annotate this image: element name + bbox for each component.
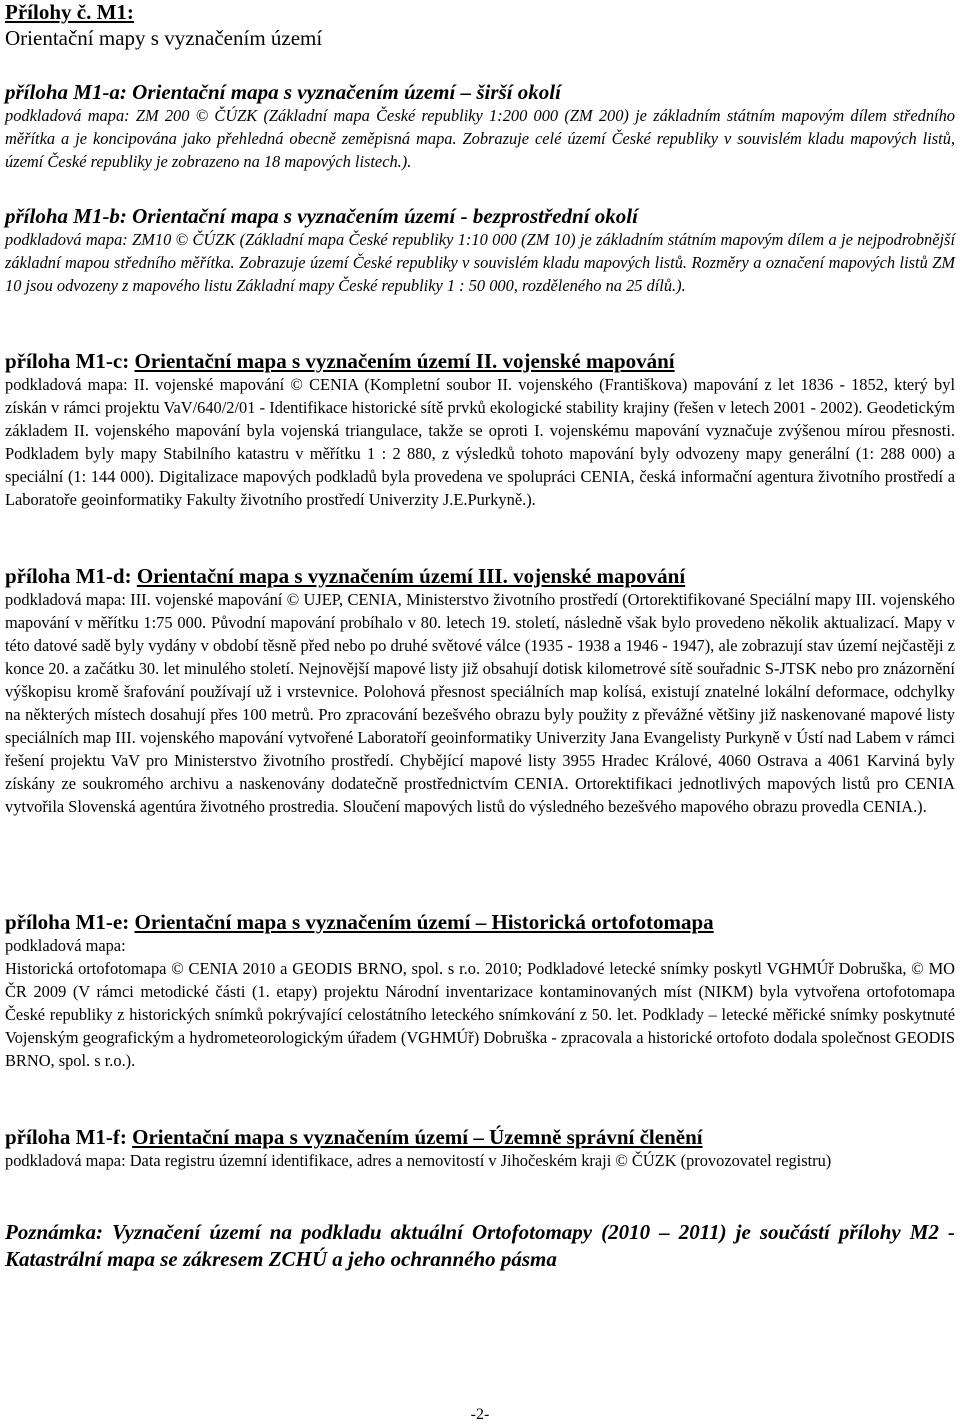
section-heading-rest: Orientační mapa s vyznačením území – Územně správní členění — [132, 1125, 703, 1149]
section-body-normal: Zobrazuje území České republiky v souvislém kladu mapových listů. Rozměry a označení mapových listů ZM 10 jsou odvozeny z mapového listu Základní mapy České republiky 1 : 50 000, rozděleného na 25 dílů.). — [5, 253, 955, 295]
section-m1a — [5, 80, 955, 173]
page-subtitle: Orientační mapy s vyznačením území — [5, 26, 323, 50]
section-body: podkladová mapa: Data registru územní identifikace, adres a nemovitostí v Jihočeském kraji © ČÚZK (provozovatel registru) — [5, 1151, 832, 1170]
section-heading — [5, 349, 955, 373]
section-heading-lead: příloha M1-c: — [5, 349, 135, 373]
section-heading: příloha M1-a: Orientační mapa s vyznačením území – širší okolí — [5, 80, 561, 104]
section-heading — [5, 564, 955, 588]
section-m1e — [5, 910, 955, 1072]
section-body: podkladová mapa: III. vojenské mapování © UJEP, CENIA, Ministerstvo životního prostředí (Ortorektifikované Speciální mapy III. vojenského mapování v měřítku 1:75 000. Původní mapování probíhalo v 80. letech 19. století, následně však bylo provedeno několik aktualizací. Mapy v této datové sadě byly vydány v období těsně před nebo po druhé světové válce (1935 - 1938 a 1946 - 1947), ale zobrazují stav území nejčastěji z konce 20. a začátku 30. let minulého století. Nejnovější mapové listy již obsahují dotisk kilometrové sítě souřadnic S-JTSK nebo pro znázornění výškopisu kromě šrafování používají už i vrstevnice. Polohová přesnost speciálních map kolísá, existují znatelné lokální deformace, odchylky na některých místech dosahují přes 100 metrů. Pro zpracování bezešvého obrazu byly použity z převážné většiny již naskenované mapové listy speciálních map III. vojenského mapování vytvořené Laboratoří geoinformatiky Univerzity Jana Evangelisty Purkyně v Ústí nad Labem v rámci řešení projektu VaV pro Ministerstvo životního prostředí. Chybějící mapové listy 3955 Hradec Králové, 4060 Ostrava a 4061 Karviná byly získány ze soukromého archivu a naskenovány dodatečně prostřednictvím CENIA. Ortorektifikaci jednotlivých mapových listů pro CENIA vytvořila Slovenská agentúra životného prostredia. Sloučení mapových listů do výsledného bezešvého mapového obrazu provedla CENIA.). — [5, 590, 955, 816]
section-m1b — [5, 204, 955, 297]
section-heading: příloha M1-b: Orientační mapa s vyznačením území - bezprostřední okolí — [5, 204, 638, 228]
section-m1f — [5, 1125, 955, 1172]
section-heading-rest: Orientační mapa s vyznačením území III. vojenské mapování — [136, 564, 686, 588]
page-number: -2- — [470, 1406, 490, 1423]
section-heading — [5, 1125, 955, 1149]
section-body: podkladová mapa: Historická ortofotomapa © CENIA 2010 a GEODIS BRNO, spol. s r.o. 2010; Podkladové letecké snímky poskytl VGHMÚř Dobruška, © MO ČR 2009 (V rámci metodické části (1. etapy) projektu Národní inventarizace kontaminovaných míst (NIKM) byla vytvořena ortofotomapa České republiky z historických snímků pokrývající celostátního leteckého snímkování z 50. let. Podklady – letecké měřické snímky poskytnuté Vojenským geografickým a hydrometeorologickým úřadem (VGHMÚř) Dobruška - zpracovala a historické ortofoto dodala společnost GEODIS BRNO, spol. s r.o.). — [5, 936, 955, 1070]
note-paragraph: Poznámka: Vyznačení území na podkladu aktuální Ortofotomapy (2010 – 2011) je součástí přílohy M2 - Katastrální mapa se zákresem ZCHÚ a jeho ochranného pásma — [5, 1220, 955, 1271]
section-m1d — [5, 564, 955, 818]
page-title: Přílohy č. M1: — [5, 0, 134, 24]
section-heading — [5, 910, 955, 934]
section-body-italic: podkladová mapa: ZM10 © ČÚZK (Základní mapa České republiky 1:10 000 (ZM 10) je základním státním mapovým dílem a je nejpodrobnější základní mapou středního měřítka. — [5, 230, 955, 272]
section-heading-rest: Orientační mapa s vyznačením území – Historická ortofotomapa — [134, 910, 714, 934]
section-body-italic: podkladová mapa: ZM 200 © ČÚZK (Základní mapa České republiky 1:200 000 (ZM 200) je základním státním mapovým dílem středního měřítka a je koncipována jako přehledná obecně zeměpisná mapa. — [5, 106, 955, 148]
section-m1c — [5, 349, 955, 511]
section-heading-lead: příloha M1-f: — [5, 1125, 133, 1149]
section-body-normal: Zobrazuje celé území České republiky v souvislém kladu mapových listů, území České republiky je zobrazeno na 18 mapových listech.). — [5, 129, 955, 171]
section-body — [5, 104, 955, 173]
section-body: podkladová mapa: II. vojenské mapování © CENIA (Kompletní soubor II. vojenského (Františkova) mapování z let 1836 - 1852, který byl získán v rámci projektu VaV/640/2/01 - Identifikace historické sítě prvků ekologické stability krajiny (řešen v letech 2001 - 2002). Geodetickým základem II. vojenského mapování byla vojenská triangulace, takže se oproti I. vojenskému mapování vyznačuje zvýšenou mírou přesnosti. Podkladem byly mapy Stabilního katastru v měřítku 1 : 2 880, z výsledků tohoto mapování byly odvozeny mapy generální (1: 288 000) a speciální (1: 144 000). Digitalizace mapových podkladů byla provedena ve spolupráci CENIA, česká informační agentura životního prostředí a Laboratoře geoinformatiky Fakulty životního prostředí Univerzity J.E.Purkyně.). — [5, 375, 955, 509]
section-body — [5, 228, 955, 297]
section-heading-lead: příloha M1-e: — [5, 910, 135, 934]
section-heading-lead: příloha M1-d: — [5, 564, 137, 588]
section-heading-rest: Orientační mapa s vyznačením území II. vojenské mapování — [134, 349, 675, 373]
